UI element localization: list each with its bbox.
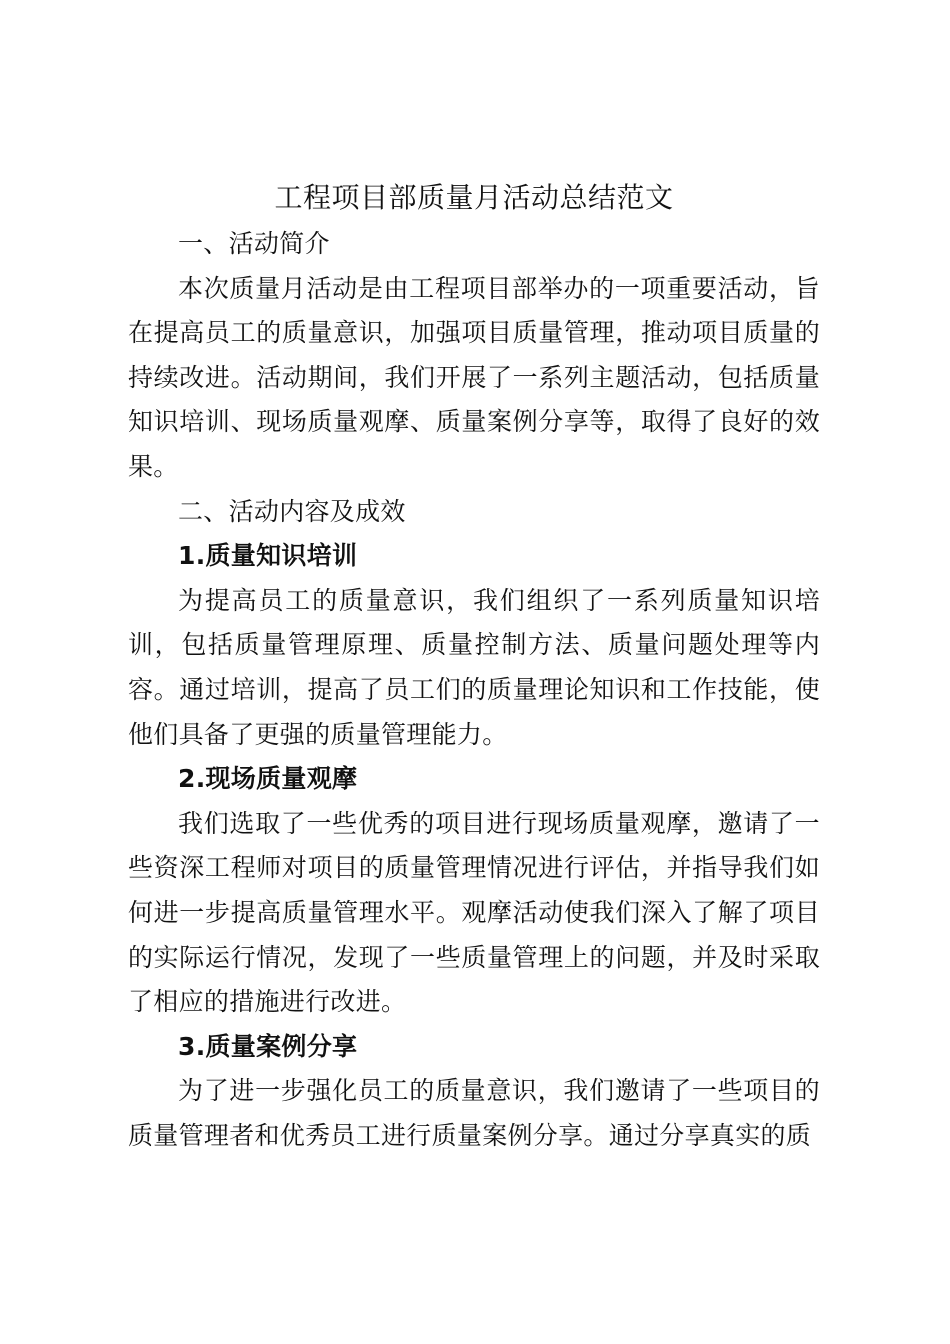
subsection-text-site-visit: 我们选取了一些优秀的项目进行现场质量观摩，邀请了一些资深工程师对项目的质量管理情况进行评估，并指导我们如何进一步提高质量管理水平。观摩活动使我们深入了解了项目的实际运行情况，发现了一些质量管理上的问题，并及时采取了相应的措施进行改进。 — [128, 808, 820, 1017]
intro-paragraph: 本次质量月活动是由工程项目部举办的一项重要活动，旨在提高员工的质量意识，加强项目质量管理，推动项目质量的持续改进。活动期间，我们开展了一系列主题活动，包括质量知识培训、现场质量观摩、质量案例分享等，取得了良好的效果。 — [128, 273, 820, 481]
subsection-text-training: 为提高员工的质量意识，我们组织了一系列质量知识培训，包括质量管理原理、质量控制方法、质量问题处理等内容。通过培训，提高了员工们的质量理论知识和工作技能，使他们具备了更强的质量管理能力。 — [128, 585, 820, 749]
document-title: 工程项目部质量月活动总结范文 — [274, 181, 674, 214]
subsection-heading-training: 1.质量知识培训 — [178, 541, 358, 571]
section-heading-intro: 一、活动简介 — [178, 229, 330, 258]
document-page — [128, 176, 820, 1158]
subsection-text-case-sharing: 为了进一步强化员工的质量意识，我们邀请了一些项目的质量管理者和优秀员工进行质量案例分享。通过分享真实的质 — [128, 1076, 820, 1150]
section-heading-content: 二、活动内容及成效 — [178, 496, 406, 526]
subsection-heading-case-sharing: 3.质量案例分享 — [178, 1031, 358, 1061]
subsection-heading-site-visit: 2.现场质量观摩 — [178, 764, 358, 794]
